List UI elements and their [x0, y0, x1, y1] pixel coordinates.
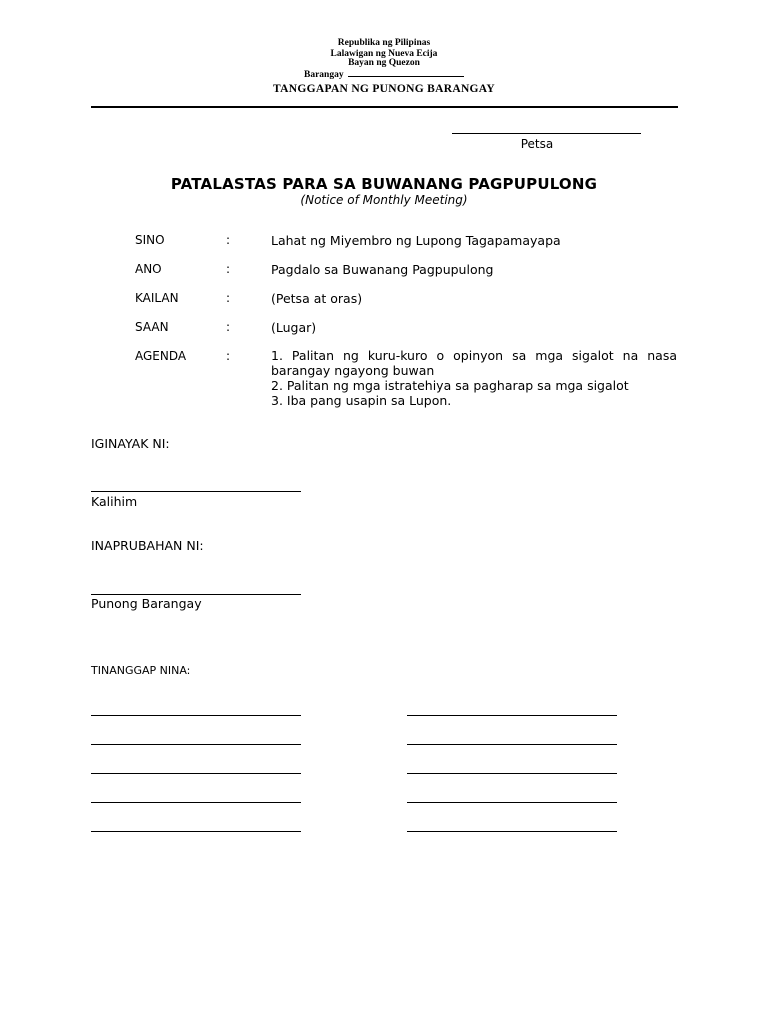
prepared-by-label: IGINAYAK NI: — [91, 436, 170, 451]
agenda-item-3: 3. Iba pang usapin sa Lupon. — [271, 393, 452, 408]
approved-by-label: INAPRUBAHAN NI: — [91, 538, 204, 553]
received-signature-line — [91, 802, 301, 803]
date-blank-line — [452, 133, 641, 134]
agenda-list — [271, 348, 677, 408]
office-heading: TANGGAPAN NG PUNONG BARANGAY — [273, 83, 495, 95]
agenda-item-1-line-1: 1. Palitan ng kuru-kuro o opinyon sa mga sigalot na nasa — [271, 348, 677, 363]
received-signature-line — [91, 744, 301, 745]
received-signature-line — [407, 831, 617, 832]
barangay-label: Barangay — [304, 70, 344, 80]
field-label-sino: SINO — [135, 233, 165, 247]
document-subtitle: (Notice of Monthly Meeting) — [300, 193, 468, 207]
received-signature-line — [407, 715, 617, 716]
received-signature-line — [91, 773, 301, 774]
field-value-sino: Lahat ng Miyembro ng Lupong Tagapamayapa — [271, 233, 561, 248]
field-label-ano: ANO — [135, 262, 162, 276]
field-label-kailan: KAILAN — [135, 291, 179, 305]
agenda-item-1 — [271, 348, 677, 378]
header-divider — [91, 106, 678, 108]
field-label-saan: SAAN — [135, 320, 169, 334]
prepared-by-name: Kalihim — [91, 494, 138, 509]
date-label: Petsa — [520, 137, 554, 151]
field-value-saan: (Lugar) — [271, 320, 317, 335]
received-signature-line — [91, 831, 301, 832]
received-signature-line — [407, 802, 617, 803]
field-colon: : — [226, 349, 231, 363]
letterhead-republic: Republika ng Pilipinas — [337, 38, 431, 48]
field-colon: : — [226, 262, 231, 276]
approved-by-signature-line — [91, 594, 301, 595]
agenda-item-2: 2. Palitan ng mga istratehiya sa pagharap sa mga sigalot — [271, 378, 629, 393]
field-colon: : — [226, 320, 231, 334]
received-signature-line — [407, 773, 617, 774]
prepared-by-signature-line — [91, 491, 301, 492]
received-by-label: TINANGGAP NINA: — [91, 664, 191, 677]
received-signature-line — [91, 715, 301, 716]
letterhead-barangay-row — [304, 67, 464, 81]
letterhead-municipality: Bayan ng Quezon — [348, 58, 420, 68]
field-colon: : — [226, 291, 231, 305]
field-value-ano: Pagdalo sa Buwanang Pagpupulong — [271, 262, 494, 277]
agenda-item-1-line-2: barangay ngayong buwan — [271, 363, 435, 378]
field-label-agenda: AGENDA — [135, 349, 187, 363]
letterhead-province: Lalawigan ng Nueva Ecija — [330, 49, 438, 59]
document-title: PATALASTAS PARA SA BUWANANG PAGPUPULONG — [170, 175, 598, 193]
field-colon: : — [226, 233, 231, 247]
field-value-kailan: (Petsa at oras) — [271, 291, 363, 306]
barangay-blank-line — [348, 67, 464, 77]
received-signature-line — [407, 744, 617, 745]
approved-by-name: Punong Barangay — [91, 596, 202, 611]
